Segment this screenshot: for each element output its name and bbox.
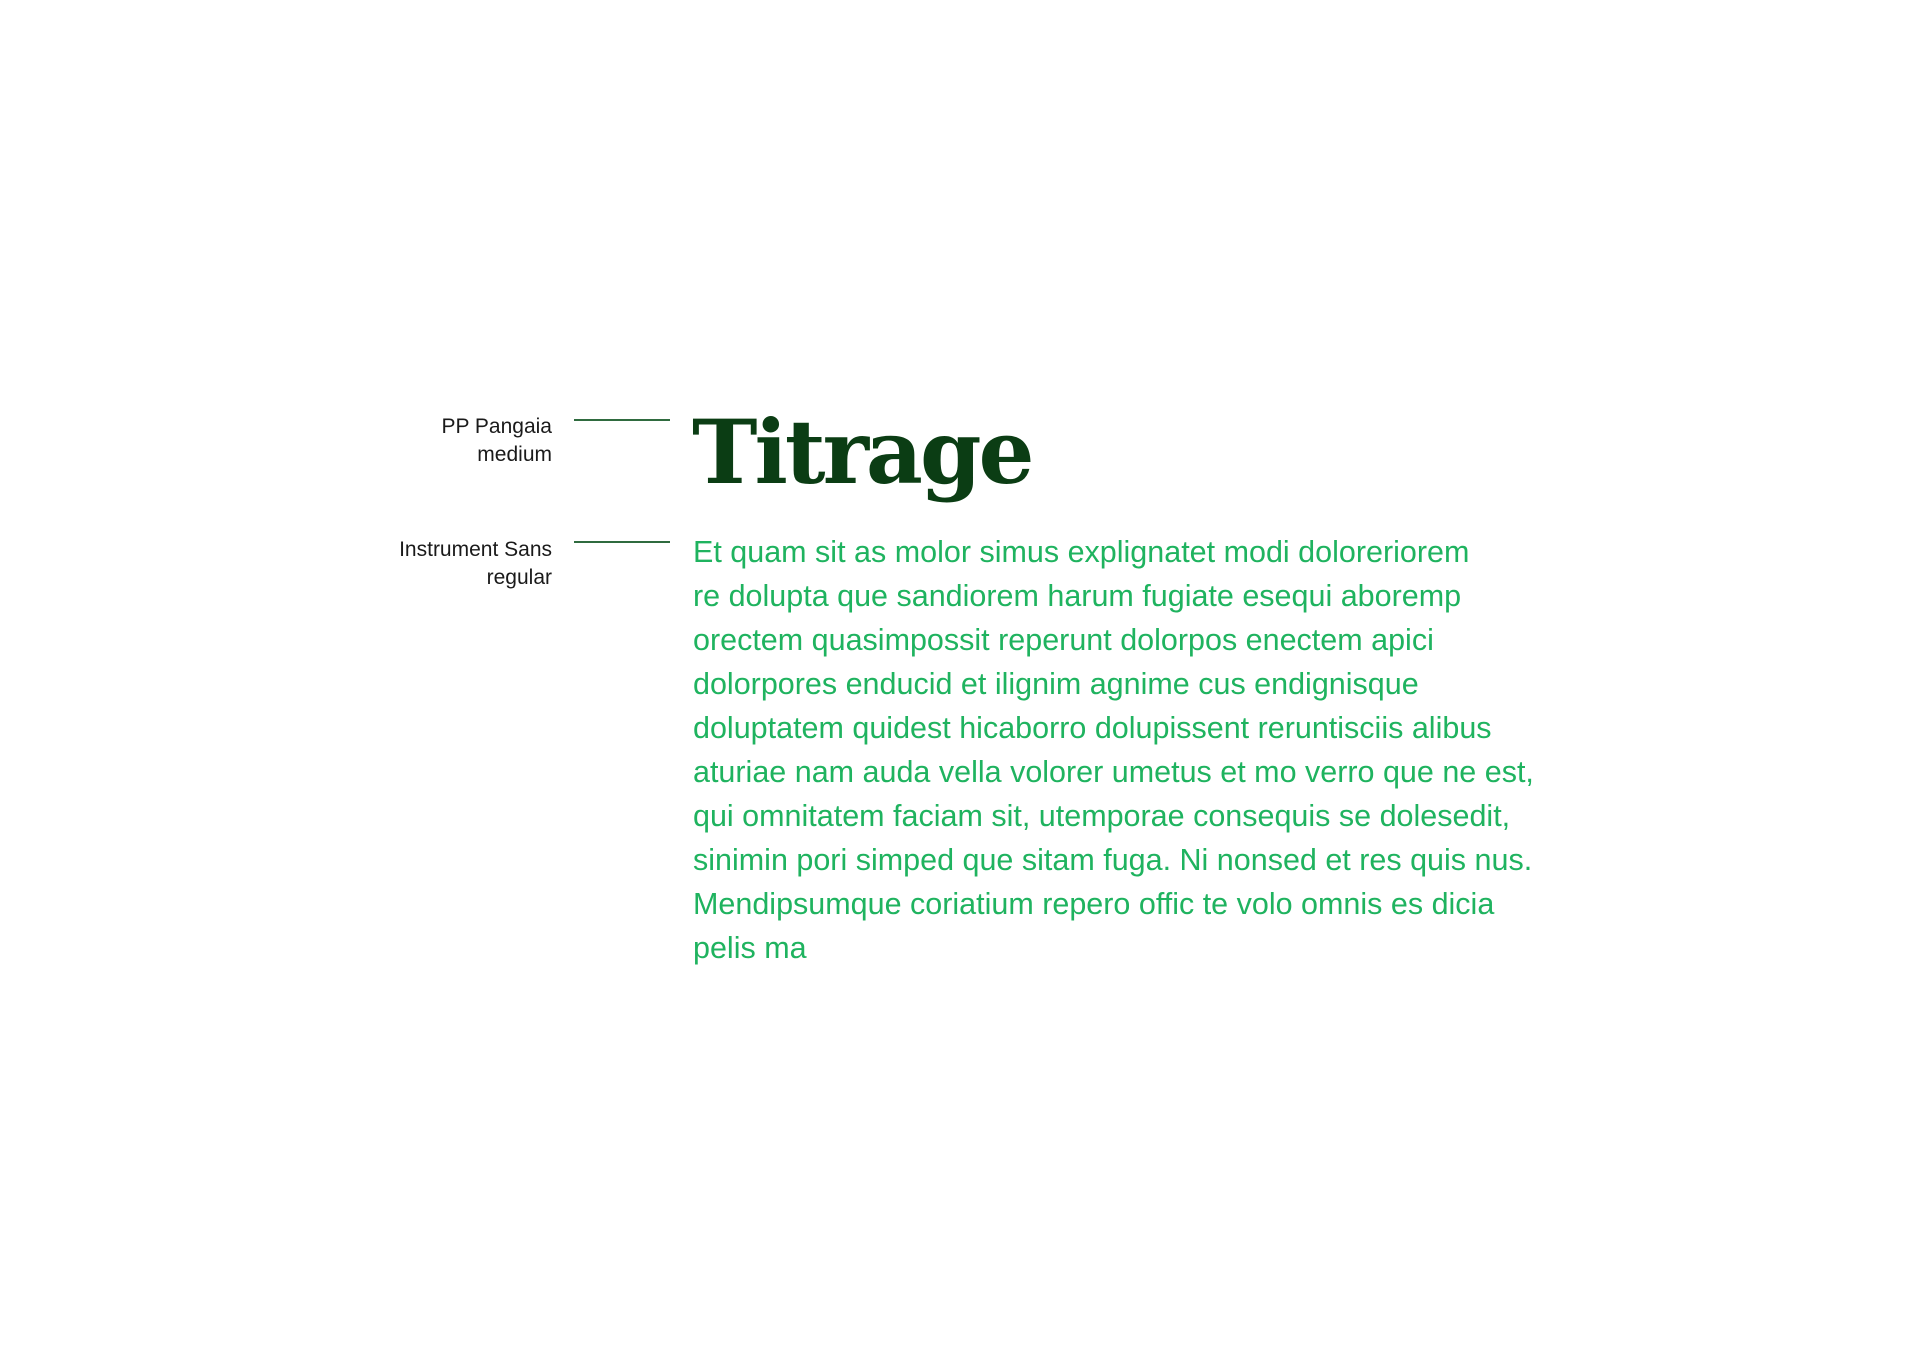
body-font-name: Instrument Sans [399,538,552,561]
sample-body-text [693,530,1613,970]
body-font-weight: regular [486,566,552,589]
body-font-annotation [312,536,552,592]
body-line: Et quam sit as molor simus explignatet modi doloreriorem [693,535,1470,569]
body-line: aturiae nam auda vella volorer umetus et mo verro que ne est, [693,755,1534,789]
body-line: pelis ma [693,931,807,965]
body-line: Mendipsumque coriatium repero offic te volo omnis es dicia [693,887,1495,921]
sample-heading: Titrage [692,400,1032,504]
title-font-name: PP Pangaia [441,415,552,438]
body-line: orectem quasimpossit reperunt dolorpos enectem apici [693,623,1434,657]
body-line: dolorpores enducid et ilignim agnime cus endignisque [693,667,1419,701]
title-leader-line [574,419,670,421]
body-line: qui omnitatem faciam sit, utemporae consequis se dolesedit, [693,799,1511,833]
body-line: sinimin pori simped que sitam fuga. Ni nonsed et res quis nus. [693,843,1533,877]
body-leader-line [574,541,670,543]
title-font-annotation [312,413,552,469]
body-line: doluptatem quidest hicaborro dolupissent reruntisciis alibus [693,711,1492,745]
body-line: re dolupta que sandiorem harum fugiate esequi aboremp [693,579,1462,613]
title-font-weight: medium [477,443,552,466]
